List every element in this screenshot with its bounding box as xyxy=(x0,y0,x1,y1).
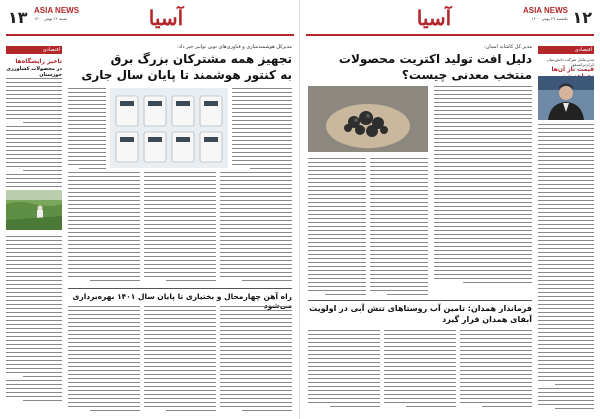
page-number: ۱۲ xyxy=(572,8,592,27)
rail-article-col-a xyxy=(68,306,140,414)
side-article-text xyxy=(538,124,594,412)
second-headline-line1: فرماندار همدان: تامین آب روستاهای تنش آبی در اولویت xyxy=(309,304,532,313)
page-number: ۱۳ xyxy=(8,8,28,27)
side-kicker: مدیرعامل شرکت دانش‌بنیان ایران‌ترانسفو: xyxy=(546,57,594,67)
side-headline-1: تاخیر زایشگاه‌ها xyxy=(15,58,62,65)
masthead-logo: آسیا xyxy=(148,6,184,30)
section-divider xyxy=(68,288,292,289)
mineral-article-col-a xyxy=(308,158,366,298)
section-label: اقتصادی xyxy=(42,47,60,53)
side-article-text-2 xyxy=(6,236,62,404)
water-article-col-b xyxy=(384,330,456,410)
right-page xyxy=(300,0,600,419)
section-label: اقتصادی xyxy=(574,47,592,53)
minerals-photo xyxy=(308,86,428,152)
mineral-article-col-b xyxy=(370,158,428,298)
main-kicker: مدیرکل هوشمندسازی و فناوری‌های نوین توانیر خبر داد: xyxy=(177,44,292,50)
water-article-col-c xyxy=(460,330,532,410)
issue-date: شنبه ۲۶ بهمن ۱۴۰۰ xyxy=(34,16,67,21)
water-article-col-a xyxy=(308,330,380,410)
side-headline: قیمت تاز آن‌ها xyxy=(551,66,594,73)
rail-article-col-c xyxy=(220,306,292,414)
side-article-text xyxy=(6,78,62,190)
brand-label: ASIA NEWS xyxy=(522,6,568,15)
section-divider xyxy=(308,300,532,301)
masthead-logo: آسیا xyxy=(416,6,452,30)
rail-article-col-b xyxy=(144,306,216,414)
meter-article-col-right xyxy=(232,88,292,172)
second-headline: راه آهن چهارمحال و بختیاری تا پایان سال ۱۴۰۱ بهره‌برداری xyxy=(72,292,292,301)
main-headline-line2: به کنتور هوشمند تا پایان سال جاری xyxy=(81,68,292,82)
smart-meter-photo xyxy=(110,88,228,168)
meter-article-col-left xyxy=(68,88,106,172)
portrait-photo xyxy=(538,76,594,120)
top-rule xyxy=(306,34,594,36)
brand-label: ASIA NEWS xyxy=(34,6,80,15)
top-rule xyxy=(6,34,294,36)
main-headline-line2: منتخب معدنی چیست؟ xyxy=(401,68,532,82)
main-kicker: مدیر کل کاشانه استان: xyxy=(483,44,532,50)
second-headline-line2: آبفای همدان قرار گیرد xyxy=(442,315,532,324)
meter-article-col-b xyxy=(144,172,216,284)
main-headline-line1: دلیل افت تولید اکتریت محصولات xyxy=(338,52,532,66)
meter-article-col-c xyxy=(220,172,292,284)
meter-article-col-a xyxy=(68,172,140,284)
farm-photo xyxy=(6,190,62,230)
main-headline-line1: تجهیز همه مشترکان بزرگ برق xyxy=(110,52,292,66)
mineral-article-col-right xyxy=(434,86,532,286)
issue-date: یکشنبه ۲۷ بهمن ۱۴۰۰ xyxy=(531,16,568,21)
side-headline-2: در محصولات کشاورزی خوزستان xyxy=(6,66,62,78)
